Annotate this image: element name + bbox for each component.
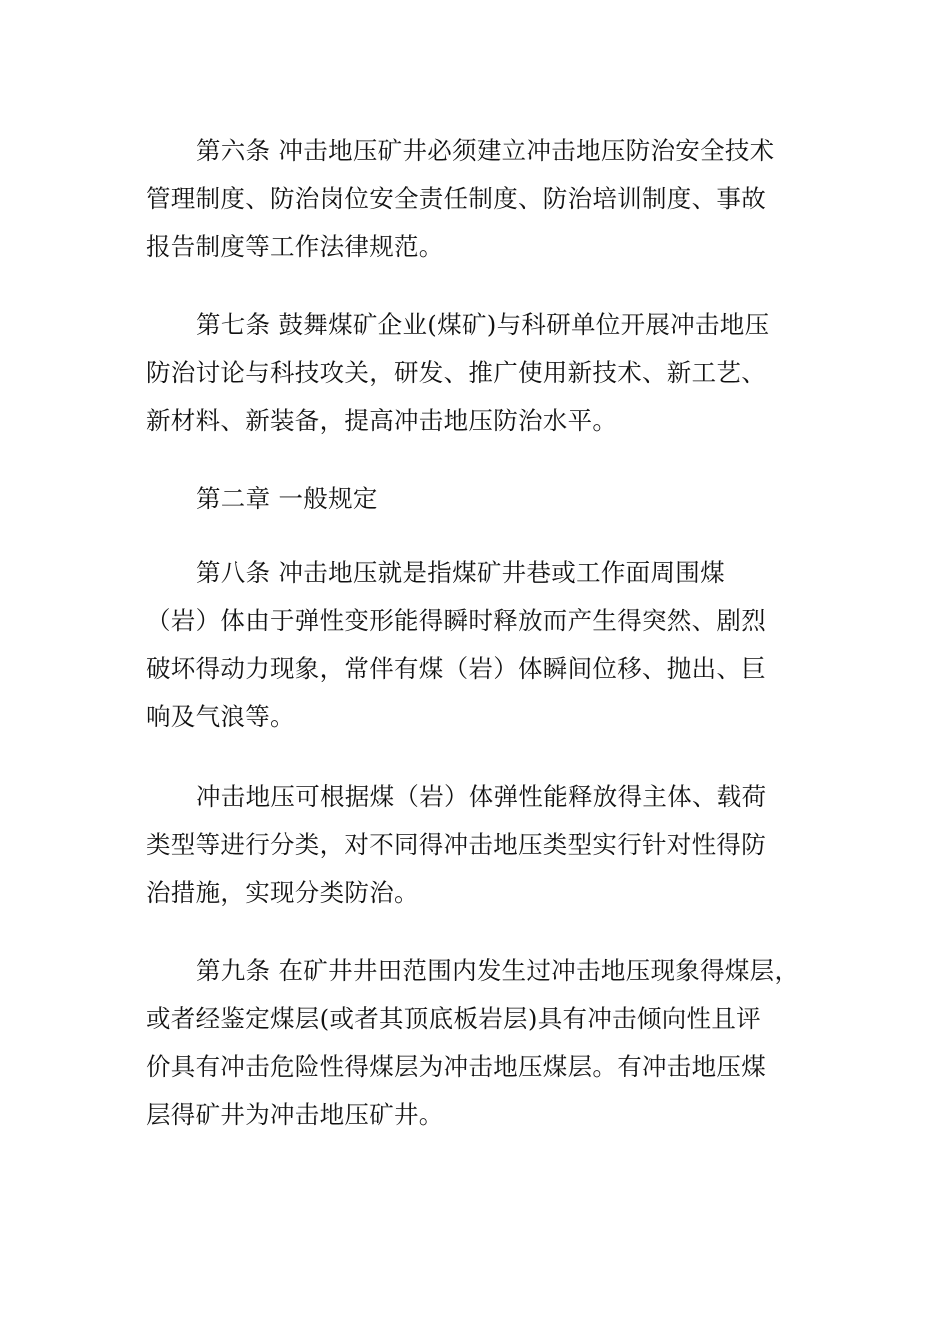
paragraph-line: 第六条 冲击地压矿井必须建立冲击地压防治安全技术 xyxy=(196,136,775,165)
paragraph-line: 治措施，实现分类防治。 xyxy=(146,878,419,907)
paragraph-line: 管理制度、防治岗位安全责任制度、防治培训制度、事故 xyxy=(146,184,766,213)
paragraph-line: 类型等进行分类，对不同得冲击地压类型实行针对性得防 xyxy=(146,830,766,859)
paragraph-line: 第八条 冲击地压就是指煤矿井巷或工作面周围煤 xyxy=(196,558,725,587)
paragraph-line: 报告制度等工作法律规范。 xyxy=(146,232,444,261)
paragraph-line: 防治讨论与科技攻关，研发、推广使用新技术、新工艺、 xyxy=(146,358,766,387)
paragraph-line: 响及气浪等。 xyxy=(146,702,295,731)
paragraph-line: 冲击地压可根据煤（岩）体弹性能释放得主体、载荷 xyxy=(196,782,767,811)
paragraph-line: 价具有冲击危险性得煤层为冲击地压煤层。有冲击地压煤 xyxy=(146,1052,766,1081)
paragraph-line: 或者经鉴定煤层(或者其顶底板岩层)具有冲击倾向性且评 xyxy=(146,1004,761,1033)
paragraph-line: 第七条 鼓舞煤矿企业(煤矿)与科研单位开展冲击地压 xyxy=(196,310,770,339)
chapter-title: 第二章 一般规定 xyxy=(196,484,378,513)
paragraph-line: （岩）体由于弹性变形能得瞬时释放而产生得突然、剧烈 xyxy=(146,606,766,635)
paragraph-line: 新材料、新装备，提高冲击地压防治水平。 xyxy=(146,406,618,435)
paragraph-line: 第九条 在矿井井田范围内发生过冲击地压现象得煤层， xyxy=(196,956,800,985)
paragraph-line: 层得矿井为冲击地压矿井。 xyxy=(146,1100,444,1129)
paragraph-line: 破坏得动力现象，常伴有煤（岩）体瞬间位移、抛出、巨 xyxy=(146,654,766,683)
